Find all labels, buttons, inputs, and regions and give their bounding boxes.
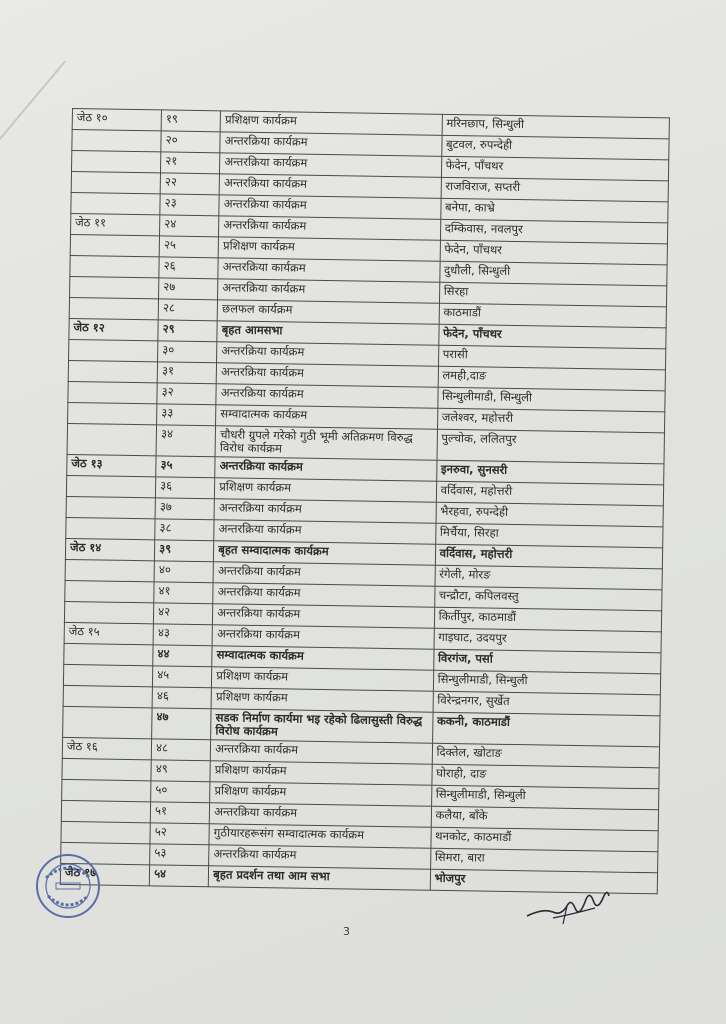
event-cell: अन्तरक्रिया कार्यक्रम	[213, 562, 435, 586]
date-cell	[70, 276, 159, 298]
signature-icon	[523, 878, 613, 926]
place-cell: विरेन्द्रनगर, सुर्खेत	[433, 691, 661, 716]
place-cell: सिन्धुलीमाडी, सिन्धुली	[431, 785, 659, 810]
event-cell: प्रशिक्षण कार्यक्रम	[210, 782, 432, 806]
event-cell: प्रशिक्षण कार्यक्रम	[210, 761, 432, 785]
place-cell: जलेश्वर, महोत्तरी	[437, 408, 665, 433]
serial-number-cell: २५	[159, 236, 218, 258]
place-cell: फेदेन, पाँचथर	[438, 324, 666, 349]
event-cell: अन्तरक्रिया कार्यक्रम	[220, 153, 442, 177]
serial-number-cell: २८	[158, 299, 217, 321]
event-cell: अन्तरक्रिया कार्यक्रम	[216, 384, 438, 408]
date-cell	[64, 601, 153, 623]
event-cell: अन्तरक्रिया कार्यक्रम	[219, 216, 441, 240]
date-cell	[65, 559, 154, 581]
place-cell: सिन्धुलीमाडी, सिन्धुली	[433, 670, 661, 695]
place-cell: लमही,दाङ	[438, 366, 666, 391]
place-cell: दुधौली, सिन्धुली	[439, 261, 667, 286]
event-cell: अन्तरक्रिया कार्यक्रम	[214, 520, 436, 544]
place-cell: सिन्धुलीमाडी, सिन्धुली	[437, 387, 665, 412]
serial-number-cell: ४८	[151, 739, 210, 761]
serial-number-cell: २०	[161, 131, 220, 153]
place-cell: दिक्तेल, खोटाङ	[432, 743, 660, 768]
date-cell	[62, 758, 151, 780]
event-cell: चौधरी ग्रुपले गरेको गुठी भूमी अतिक्रमण विरुद्ध विरोध कार्यक्रम	[215, 426, 437, 460]
event-cell: सडक निर्माण कार्यमा भइ रहेको ढिलासुस्ती विरुद्ध विरोध कार्यक्रम	[211, 709, 433, 743]
date-cell	[64, 643, 153, 665]
serial-number-cell: २३	[160, 194, 219, 216]
serial-number-cell: ३१	[157, 362, 216, 384]
serial-number-cell: ४६	[152, 687, 211, 709]
event-cell: बृहत प्रदर्शन तथा आम सभा	[209, 866, 431, 890]
serial-number-cell: ३३	[157, 404, 216, 426]
serial-number-cell: २२	[160, 173, 219, 195]
place-cell: मरिनछाप, सिन्धुली	[442, 114, 670, 139]
place-cell: वर्दिवास, महोत्तरी	[436, 481, 664, 506]
place-cell: कलैया, बाँके	[431, 806, 659, 831]
serial-number-cell: २७	[159, 278, 218, 300]
place-cell: ककनी, काठमाडौं	[432, 712, 660, 747]
page-number: 3	[343, 925, 350, 938]
event-cell: प्रशिक्षण कार्यक्रम	[220, 111, 442, 135]
place-cell: राजविराज, सप्तरी	[441, 177, 669, 202]
place-cell: घोराही, दाङ	[432, 764, 660, 789]
date-cell	[71, 172, 160, 194]
date-cell	[71, 192, 160, 214]
event-cell: अन्तरक्रिया कार्यक्रम	[215, 457, 437, 481]
place-cell: चन्द्रौटा, कपिलवस्तु	[434, 586, 662, 611]
place-cell: पुल्चोक, ललितपुर	[437, 429, 665, 464]
place-cell: इनरुवा, सुनसरी	[436, 460, 664, 485]
event-cell: सम्वादात्मक कार्यक्रम	[212, 646, 434, 670]
event-cell: बृहत सम्वादात्मक कार्यक्रम	[214, 541, 436, 565]
event-cell: प्रशिक्षण कार्यक्रम	[212, 667, 434, 691]
serial-number-cell: ४१	[154, 582, 213, 604]
date-cell: जेठ १५	[64, 622, 153, 644]
place-cell: फेदेन, पाँचथर	[440, 240, 668, 265]
event-cell: अन्तरक्रिया कार्यक्रम	[214, 499, 436, 523]
date-cell	[68, 402, 157, 424]
place-cell: मिर्चैया, सिरहा	[435, 523, 663, 548]
place-cell: बनेपा, काभ्रे	[440, 198, 668, 223]
event-cell: अन्तरक्रिया कार्यक्रम	[212, 625, 434, 649]
place-cell: काठमाडौं	[439, 303, 667, 328]
schedule-table	[60, 108, 670, 894]
event-cell: अन्तरक्रिया कार्यक्रम	[218, 258, 440, 282]
event-cell: छलफल कार्यक्रम	[217, 300, 439, 324]
place-cell: परासी	[438, 345, 666, 370]
serial-number-cell: ३९	[155, 540, 214, 562]
place-cell: गाइघाट, उदयपुर	[434, 628, 662, 653]
event-cell: अन्तरक्रिया कार्यक्रम	[210, 740, 432, 764]
serial-number-cell: २६	[159, 257, 218, 279]
date-cell	[66, 496, 155, 518]
date-cell	[61, 821, 150, 843]
organization-seal-icon	[34, 852, 102, 920]
serial-number-cell: ३४	[156, 425, 216, 457]
date-cell	[72, 151, 161, 173]
serial-number-cell: ४०	[154, 561, 213, 583]
serial-number-cell: ३०	[158, 341, 217, 363]
event-cell: अन्तरक्रिया कार्यक्रम	[213, 583, 435, 607]
serial-number-cell: २९	[158, 320, 217, 342]
event-cell: अन्तरक्रिया कार्यक्रम	[220, 132, 442, 156]
date-cell	[65, 580, 154, 602]
serial-number-cell: ३६	[156, 477, 215, 499]
date-cell	[68, 360, 157, 382]
serial-number-cell: ४७	[152, 708, 212, 740]
event-cell: प्रशिक्षण कार्यक्रम	[211, 688, 433, 712]
place-cell: फेदेन, पाँचथर	[441, 156, 669, 181]
serial-number-cell: ४२	[154, 603, 213, 625]
date-cell: जेठ १६	[62, 737, 151, 759]
date-cell	[68, 381, 157, 403]
place-cell: किर्तीपुर, काठमाडौं	[434, 607, 662, 632]
event-cell: गुठीयारहरूसंग सम्वादात्मक कार्यक्रम	[209, 824, 431, 848]
paper-fold-shadow	[0, 0, 66, 146]
serial-number-cell: ३२	[157, 383, 216, 405]
serial-number-cell: ३७	[155, 498, 214, 520]
event-cell: अन्तरक्रिया कार्यक्रम	[209, 845, 431, 869]
date-cell	[63, 664, 152, 686]
date-cell	[69, 339, 158, 361]
date-cell	[69, 297, 158, 319]
event-cell: प्रशिक्षण कार्यक्रम	[215, 478, 437, 502]
schedule-table-wrapper	[60, 108, 670, 894]
place-cell: बुटवल, रुपन्देही	[441, 135, 669, 160]
serial-number-cell: ४५	[153, 666, 212, 688]
date-cell: जेठ १३	[67, 454, 156, 476]
date-cell: जेठ १७	[60, 863, 149, 885]
serial-number-cell: ५३	[150, 844, 209, 866]
serial-number-cell: ५०	[151, 781, 210, 803]
date-cell	[61, 800, 150, 822]
schedule-table-body	[60, 109, 669, 894]
place-cell: सिमरा, बारा	[430, 848, 658, 873]
event-cell: अन्तरक्रिया कार्यक्रम	[219, 195, 441, 219]
serial-number-cell: ३५	[156, 456, 215, 478]
date-cell	[72, 130, 161, 152]
date-cell	[63, 706, 153, 738]
event-cell: बृहत आमसभा	[217, 321, 439, 345]
serial-number-cell: २४	[160, 215, 219, 237]
date-cell: जेठ १४	[65, 538, 154, 560]
date-cell: जेठ १२	[69, 318, 158, 340]
place-cell: भोजपुर	[430, 869, 658, 894]
date-cell: जेठ १०	[72, 109, 161, 131]
date-cell	[70, 234, 159, 256]
event-cell: प्रशिक्षण कार्यक्रम	[218, 237, 440, 261]
serial-number-cell: ४९	[151, 760, 210, 782]
serial-number-cell: ५२	[150, 823, 209, 845]
serial-number-cell: ५१	[150, 802, 209, 824]
place-cell: रंगेली, मोरङ	[435, 565, 663, 590]
date-cell	[66, 517, 155, 539]
place-cell: वर्दिवास, महोत्तरी	[435, 544, 663, 569]
date-cell	[67, 423, 157, 455]
place-cell: सिरहा	[439, 282, 667, 307]
serial-number-cell: १९	[161, 110, 220, 132]
serial-number-cell: ३८	[155, 519, 214, 541]
event-cell: सम्वादात्मक कार्यक्रम	[216, 405, 438, 429]
date-cell	[70, 255, 159, 277]
date-cell	[62, 779, 151, 801]
event-cell: अन्तरक्रिया कार्यक्रम	[213, 604, 435, 628]
event-cell: अन्तरक्रिया कार्यक्रम	[210, 803, 432, 827]
event-cell: अन्तरक्रिया कार्यक्रम	[218, 279, 440, 303]
serial-number-cell: ४४	[153, 645, 212, 667]
event-cell: अन्तरक्रिया कार्यक्रम	[219, 174, 441, 198]
event-cell: अन्तरक्रिया कार्यक्रम	[216, 363, 438, 387]
place-cell: भैरहवा, रुपन्देही	[436, 502, 664, 527]
serial-number-cell: ५४	[149, 865, 208, 887]
serial-number-cell: २१	[161, 152, 220, 174]
place-cell: विरगंज, पर्सा	[433, 649, 661, 674]
place-cell: थनकोट, काठमाडौं	[431, 827, 659, 852]
date-cell	[66, 475, 155, 497]
place-cell: दम्किवास, नवलपुर	[440, 219, 668, 244]
date-cell: जेठ ११	[71, 213, 160, 235]
date-cell	[63, 685, 152, 707]
serial-number-cell: ४३	[153, 624, 212, 646]
event-cell: अन्तरक्रिया कार्यक्रम	[217, 342, 439, 366]
